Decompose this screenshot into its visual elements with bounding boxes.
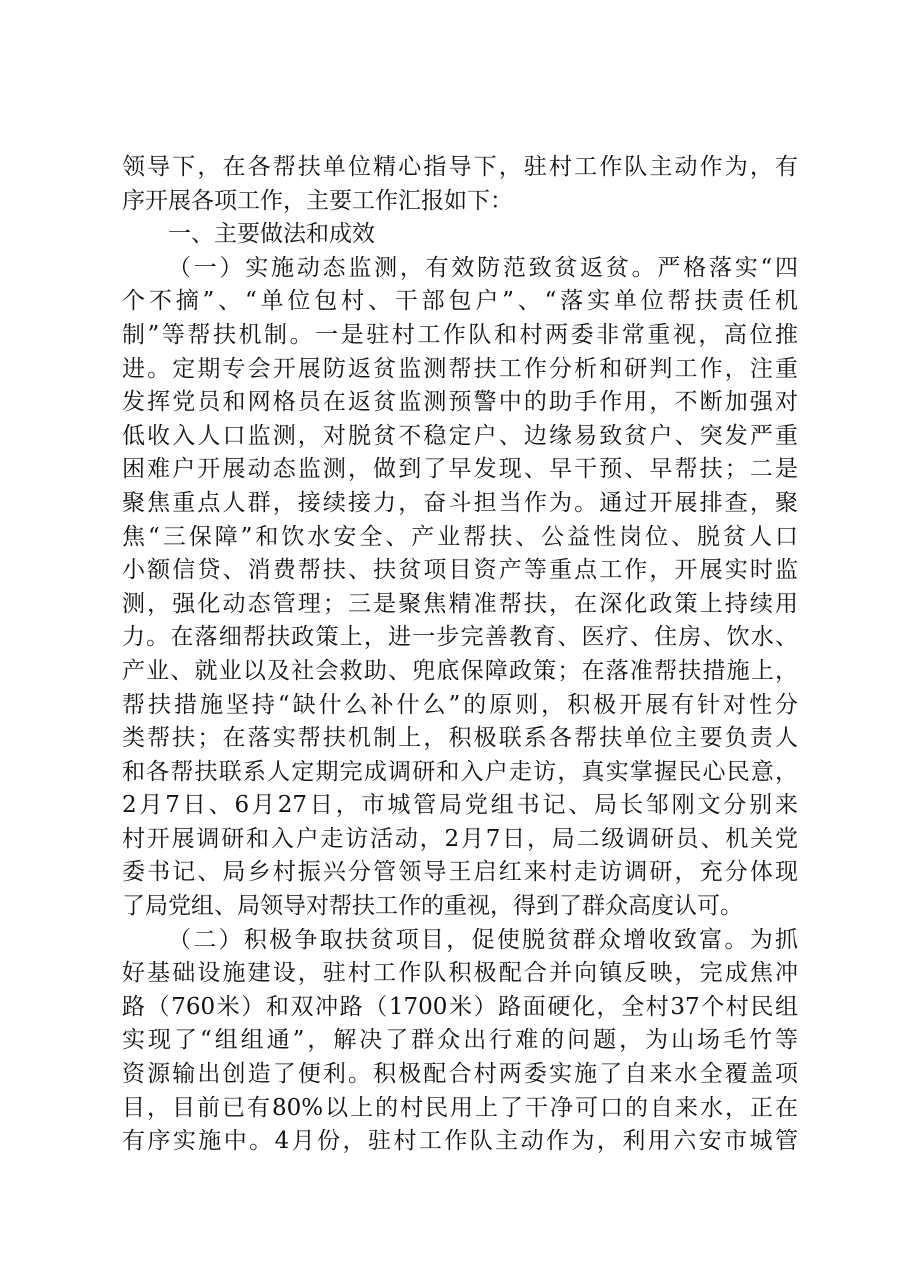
text-line: 困难户开展动态监测，做到了早发现、早干预、早帮扶；二是 [122, 456, 798, 483]
text-line: （一）实施动态监测，有效防范致贫返贫。严格落实“四 [168, 254, 798, 281]
text-line: 焦“三保障”和饮水安全、产业帮扶、公益性岗位、脱贫人口 [122, 523, 798, 550]
text-line: 进。定期专会开展防返贫监测帮扶工作分析和研判工作，注重 [122, 355, 798, 382]
text-line: 序开展各项工作，主要工作汇报如下： [122, 187, 513, 214]
text-line: 测，强化动态管理；三是聚焦精准帮扶，在深化政策上持续用 [122, 590, 798, 617]
text-line: 实现了“组组通”，解决了群众出行难的问题，为山场毛竹等 [122, 1027, 798, 1054]
document-body-text [122, 151, 798, 1159]
text-line: 领导下，在各帮扶单位精心指导下，驻村工作队主动作为，有 [122, 154, 798, 180]
text-line: 了局党组、局领导对帮扶工作的重视，得到了群众高度认可。 [122, 893, 743, 920]
text-line: （二）积极争取扶贫项目，促使脱贫群众增收致富。为抓 [168, 926, 798, 953]
section-heading: 一、主要做法和成效 [168, 221, 375, 248]
text-line: 帮扶措施坚持“缺什么补什么”的原则，积极开展有针对性分 [122, 691, 798, 718]
text-line: 好基础设施建设，驻村工作队积极配合并向镇反映，完成焦冲 [122, 960, 798, 987]
text-line: 力。在落细帮扶政策上，进一步完善教育、医疗、住房、饮水、 [122, 624, 798, 651]
text-line: 发挥党员和网格员在返贫监测预警中的助手作用，不断加强对 [122, 389, 798, 416]
text-line: 委书记、局乡村振兴分管领导王启红来村走访调研，充分体现 [122, 859, 798, 886]
text-line: 制”等帮扶机制。一是驻村工作队和村两委非常重视，高位推 [122, 321, 798, 348]
text-line: 资源输出创造了便利。积极配合村两委实施了自来水全覆盖项 [122, 1061, 798, 1088]
text-line: 聚焦重点人群，接续接力，奋斗担当作为。通过开展排查，聚 [122, 489, 798, 516]
text-line: 类帮扶；在落实帮扶机制上，积极联系各帮扶单位主要负责人 [122, 725, 798, 752]
text-line: 有序实施中。4月份，驻村工作队主动作为，利用六安市城管 [122, 1128, 798, 1155]
text-line: 产业、就业以及社会救助、兜底保障政策；在落准帮扶措施上， [122, 657, 798, 684]
text-line: 低收入人口监测，对脱贫不稳定户、边缘易致贫户、突发严重 [122, 422, 798, 449]
text-line: 村开展调研和入户走访活动，2月7日，局二级调研员、机关党 [122, 825, 798, 852]
text-line: 和各帮扶联系人定期完成调研和入户走访，真实掌握民心民意， [122, 758, 798, 785]
text-line: 个不摘”、“单位包村、干部包户”、“落实单位帮扶责任机 [122, 288, 798, 315]
text-line: 路（760米）和双冲路（1700米）路面硬化，全村37个村民组 [122, 993, 798, 1020]
text-line: 2月7日、6月27日，市城管局党组书记、局长邹刚文分别来 [122, 792, 798, 819]
text-line: 目，目前已有80%以上的村民用上了干净可口的自来水，正在 [122, 1094, 798, 1121]
text-line: 小额信贷、消费帮扶、扶贫项目资产等重点工作，开展实时监 [122, 557, 798, 584]
